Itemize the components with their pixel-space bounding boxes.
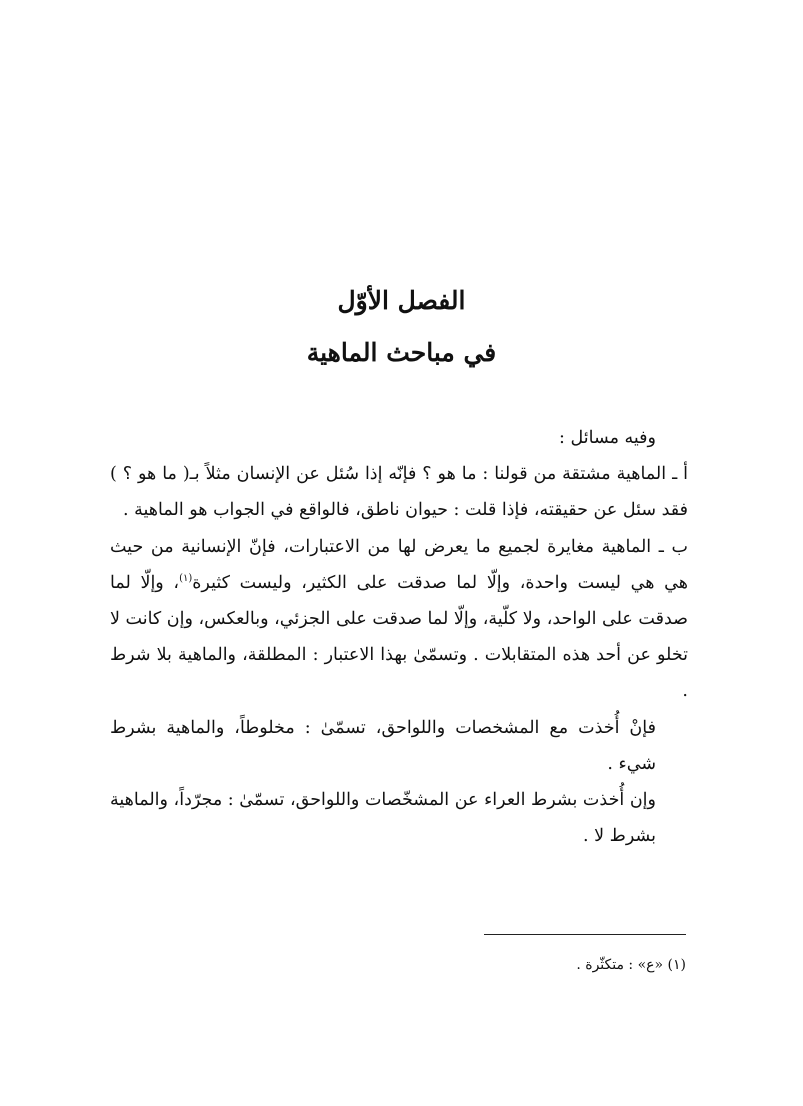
paragraph-ba-text-1: ب ـ الماهية مغايرة لجميع ما يعرض لها من الاعتبارات، فإنّ الإنسانية من حيث هي هي ليست واحدة، وإلّا لما صدقت على الكثير، وليست كثيرة — [110, 536, 688, 593]
paragraph-mujarrada: وإن أُخذت بشرط العراء عن المشخّصات واللواحق، تسمّىٰ : مجرّداً، والماهية بشرط لا . — [110, 790, 656, 847]
paragraph-alif: أ ـ الماهية مشتقة من قولنا : ما هو ؟ فإنّه إذا سُئل عن الإنسان مثلاً بـ( ما هو ؟ ) فقد سئل عن حقيقته، فإذا قلت : حيوان ناطق، فالواقع في الجواب هو الماهية . — [110, 464, 688, 521]
paragraph-ba — [110, 529, 688, 710]
intro-line: وفيه مسائل : — [559, 428, 656, 448]
paragraph-ba-text-2: ، وإلّا لما صدقت على الواحد، ولا كلّية، وإلّا لما صدقت على الجزئي، وبالعكس، وإن كانت لا تخلو عن أحد هذه المتقابلات . وتسمّىٰ بهذا الاعتبار : المطلقة، والماهية بلا شرط . — [109, 572, 688, 702]
footnote-reference-mark: (١) — [179, 572, 193, 584]
chapter-subtitle: في مباحث الماهية — [306, 338, 497, 367]
paragraph-makhluta: فإنْ أُخذت مع المشخصات واللواحق، تسمّىٰ : مخلوطاً، والماهية بشرط شيء . — [110, 717, 656, 774]
body-text — [110, 420, 688, 854]
chapter-title: الفصل الأوّل — [337, 286, 466, 315]
footnote: (١) «ع» : متكثّرة . — [576, 957, 686, 973]
footnote-divider — [484, 934, 686, 935]
